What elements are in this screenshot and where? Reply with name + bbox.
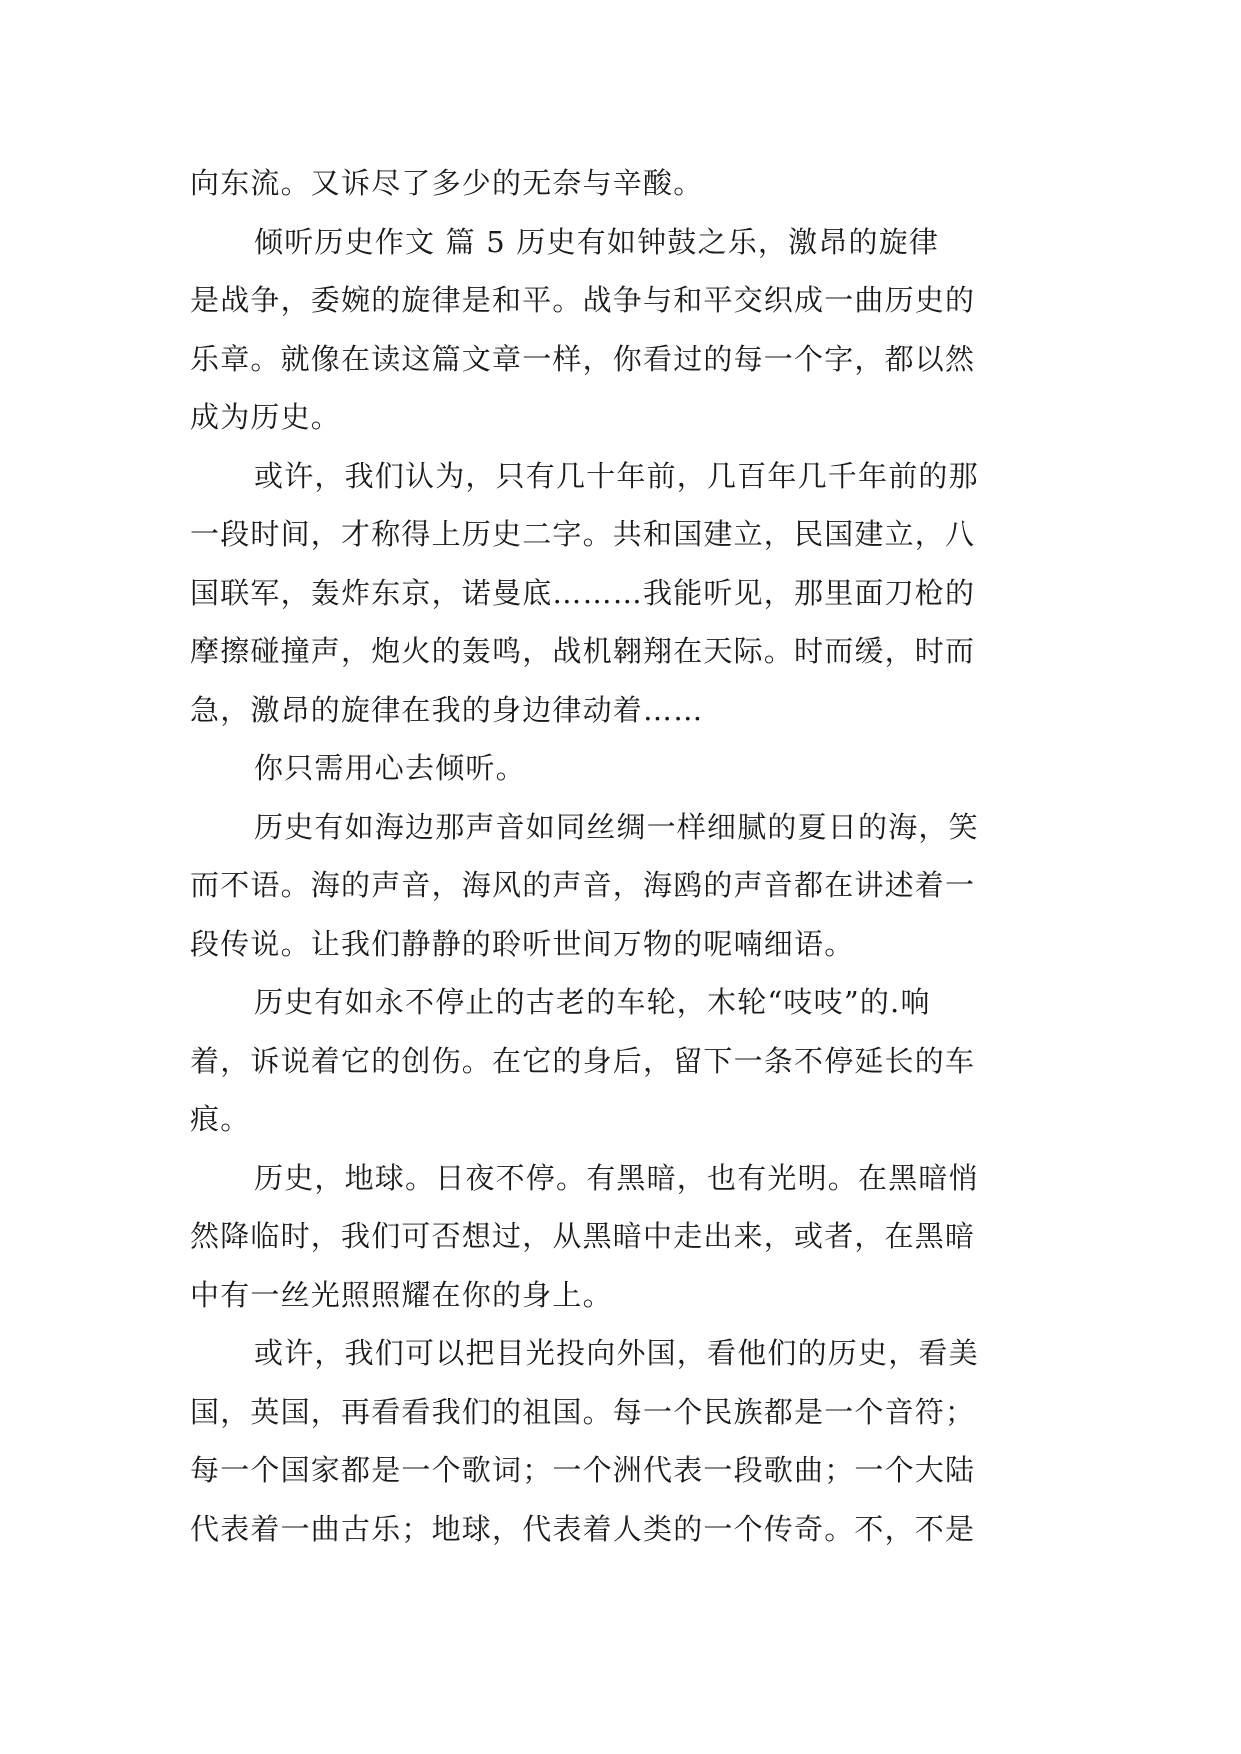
article-body (190, 154, 1050, 1558)
text-line: 急，激昂的旋律在我的身边律动着…… (190, 692, 704, 727)
text-line: 或许，我们可以把目光投向外国，看他们的历史，看美 (254, 1336, 979, 1370)
text-line: 历史，地球。日夜不停。有黑暗，也有光明。在黑暗悄 (254, 1160, 979, 1195)
text-line: 然降临时，我们可否想过，从黑暗中走出来，或者，在黑暗 (190, 1219, 976, 1253)
text-line: 或许，我们认为，只有几十年前，几百年几千年前的那 (254, 458, 979, 493)
text-line: 一段时间，才称得上历史二字。共和国建立，民国建立，八 (190, 517, 976, 551)
text-line: 摩擦碰撞声，炮火的轰鸣，战机翱翔在天际。时而缓，时而 (190, 634, 976, 668)
text-line: 段传说。让我们静静的聆听世间万物的呢喃细语。 (190, 926, 855, 961)
text-line: 国，英国，再看看我们的祖国。每一个民族都是一个音符； (190, 1394, 976, 1429)
text-line: 代表着一曲古乐；地球，代表着人类的一个传奇。不，不是 (190, 1511, 976, 1546)
text-line: 痕。 (190, 1102, 251, 1136)
text-line: 你只需用心去倾听。 (254, 751, 526, 785)
text-line: 是战争，委婉的旋律是和平。战争与和平交织成一曲历史的 (190, 283, 976, 317)
text-line: 着，诉说着它的创伤。在它的身后，留下一条不停延长的车 (190, 1043, 976, 1078)
text-line: 历史有如永不停止的古老的车轮，木轮“吱吱”的.响 (254, 985, 931, 1019)
text-line: 历史有如海边那声音如同丝绸一样细腻的夏日的海，笑 (254, 809, 979, 844)
text-line: 每一个国家都是一个歌词；一个洲代表一段歌曲；一个大陆 (190, 1453, 976, 1487)
text-line: 向东流。又诉尽了多少的无奈与辛酸。 (190, 166, 704, 200)
text-line: 倾听历史作文 篇 5 历史有如钟鼓之乐，激昂的旋律 (254, 224, 940, 259)
text-line: 国联军，轰炸东京，诺曼底………我能听见，那里面刀枪的 (190, 575, 976, 610)
text-line: 中有一丝光照照耀在你的身上。 (190, 1277, 613, 1312)
text-line: 成为历史。 (190, 400, 342, 434)
text-line: 乐章。就像在读这篇文章一样，你看过的每一个字，都以然 (190, 341, 976, 376)
text-line: 而不语。海的声音，海风的声音，海鸥的声音都在讲述着一 (190, 868, 976, 902)
